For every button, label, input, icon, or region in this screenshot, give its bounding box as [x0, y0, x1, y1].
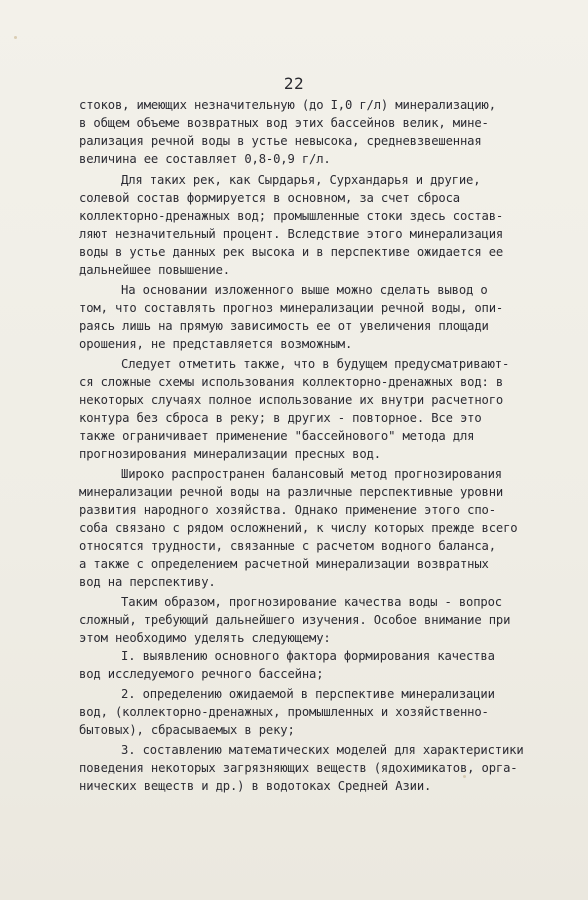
text-line: контура без сброса в реку; в других - повторное. Все это: [79, 411, 482, 425]
page-number: 22: [283, 74, 305, 93]
text-line: воды в устье данных рек высока и в перспективе ожидается ее: [79, 245, 504, 259]
text-line: Таким образом, прогнозирование качества воды - вопрос: [121, 595, 502, 609]
text-line: I. выявлению основного фактора формирования качества: [121, 649, 495, 663]
text-line: относятся трудности, связанные с расчетом водного баланса,: [79, 539, 496, 553]
text-line: этом необходимо уделять следующему:: [79, 631, 331, 645]
text-line: развития народного хозяйства. Однако применение этого спо-: [79, 503, 496, 517]
paper-speck: [463, 775, 466, 778]
text-line: соба связано с рядом осложнений, к числу которых прежде всего: [79, 521, 518, 535]
text-line: бытовых), сбрасываемых в реку;: [79, 723, 295, 737]
text-line: коллекторно-дренажных вод; промышленные стоки здесь состав-: [79, 209, 504, 223]
text-line: На основании изложенного выше можно сделать вывод о: [121, 283, 488, 297]
text-line: вод, (коллекторно-дренажных, промышленных и хозяйственно-: [79, 705, 489, 719]
text-line: ляют незначительный процент. Вследствие этого минерализация: [79, 227, 504, 241]
text-line: рализация речной воды в устье невысока, средневзвешенная: [79, 134, 482, 148]
text-line: стоков, имеющих незначительную (до I,0 г/л) минерализацию,: [79, 98, 496, 112]
text-line: Широко распространен балансовый метод прогнозирования: [121, 467, 502, 481]
text-line: солевой состав формируется в основном, за счет сброса: [79, 191, 460, 205]
text-line: а также с определением расчетной минерализации возвратных: [79, 557, 489, 571]
text-line: величина ее составляет 0,8-0,9 г/л.: [79, 152, 331, 166]
text-line: 3. составлению математических моделей для характеристики: [121, 743, 524, 757]
text-line: сложный, требующий дальнейшего изучения. Особое внимание при: [79, 613, 511, 627]
text-line: некоторых случаях полное использование их внутри расчетного: [79, 393, 504, 407]
text-line: орошения, не представляется возможным.: [79, 337, 353, 351]
text-line: минерализации речной воды на различные перспективные уровни: [79, 485, 504, 499]
text-line: раясь лишь на прямую зависимость ее от увеличения площади: [79, 319, 489, 333]
text-line: вод исследуемого речного бассейна;: [79, 667, 324, 681]
text-line: 2. определению ожидаемой в перспективе минерализации: [121, 687, 495, 701]
text-line: нических веществ и др.) в водотоках Средней Азии.: [79, 779, 432, 793]
paper-speck: [14, 36, 17, 39]
text-line: дальнейшее повышение.: [79, 263, 230, 277]
text-line: том, что составлять прогноз минерализации речной воды, опи-: [79, 301, 504, 315]
text-line: Следует отметить также, что в будущем предусматривают-: [121, 357, 510, 371]
text-line: Для таких рек, как Сырдарья, Сурхандарья и другие,: [121, 173, 481, 187]
text-line: также ограничивает применение "бассейнового" метода для: [79, 429, 475, 443]
text-line: в общем объеме возвратных вод этих бассейнов велик, мине-: [79, 116, 489, 130]
text-line: ся сложные схемы использования коллекторно-дренажных вод: в: [79, 375, 504, 389]
text-line: вод на перспективу.: [79, 575, 216, 589]
text-line: прогнозирования минерализации пресных вод.: [79, 447, 381, 461]
text-line: поведения некоторых загрязняющих веществ (ядохимикатов, орга-: [79, 761, 518, 775]
